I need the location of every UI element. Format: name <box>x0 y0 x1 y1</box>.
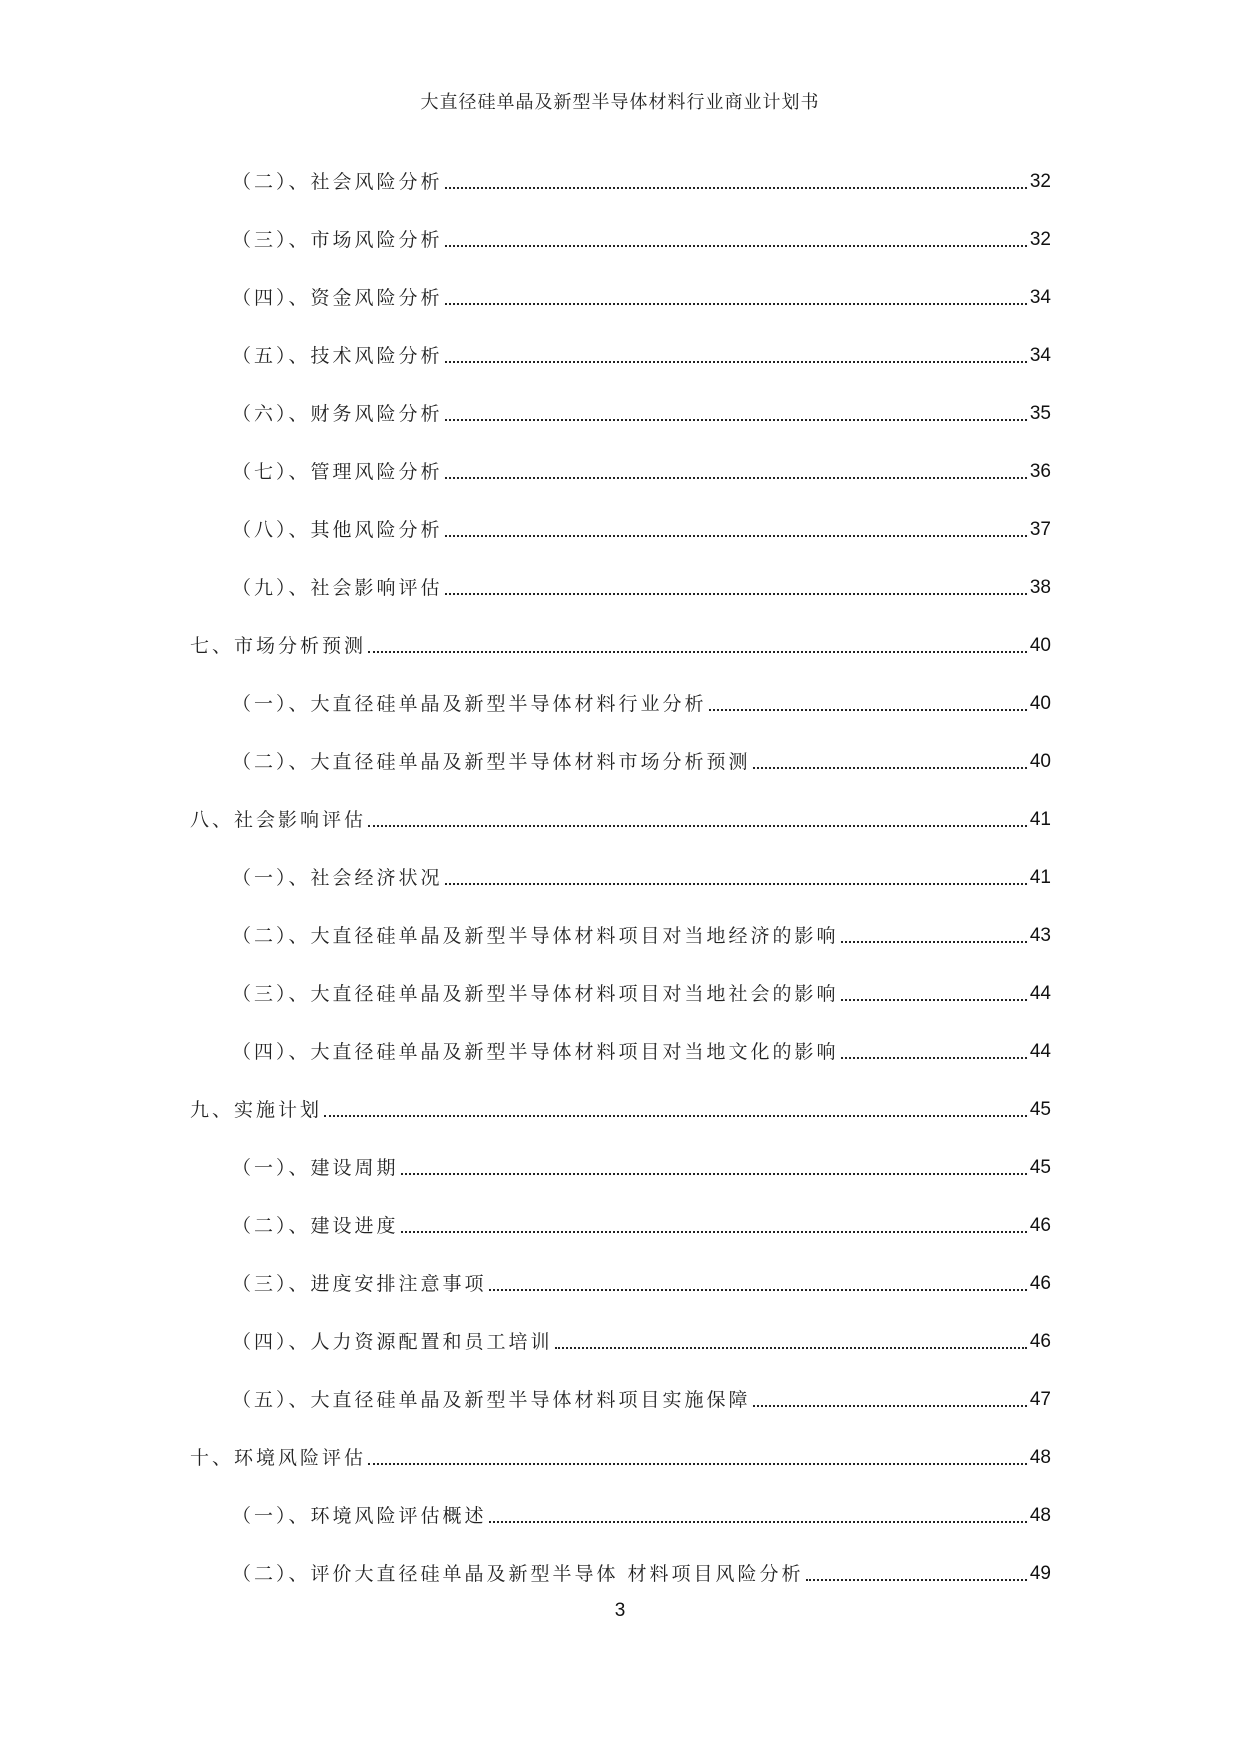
toc-entry[interactable] <box>190 503 1051 561</box>
toc-entry-label: （二）、社会风险分析 <box>232 171 443 193</box>
dot-leader <box>841 1057 1027 1059</box>
dot-leader <box>368 825 1027 827</box>
toc-chapter-page: 48 <box>1029 1447 1051 1468</box>
page-header-title: 大直径硅单晶及新型半导体材料行业商业计划书 <box>420 92 820 113</box>
toc-entry[interactable] <box>190 1141 1051 1199</box>
toc-entry[interactable] <box>190 155 1051 213</box>
toc-chapter[interactable] <box>190 793 1051 851</box>
toc-entry-label: （九）、社会影响评估 <box>232 577 443 599</box>
toc-entry[interactable] <box>190 1257 1051 1315</box>
dot-leader <box>445 187 1027 189</box>
dot-leader <box>445 477 1027 479</box>
toc-entry[interactable] <box>190 329 1051 387</box>
toc-entry-page: 45 <box>1029 1157 1051 1178</box>
toc-entry[interactable] <box>190 1315 1051 1373</box>
toc-entry-label: （五）、技术风险分析 <box>232 345 443 367</box>
toc-entry[interactable] <box>190 1199 1051 1257</box>
toc-entry[interactable] <box>190 213 1051 271</box>
toc-chapter-page: 41 <box>1029 809 1051 830</box>
dot-leader <box>489 1521 1027 1523</box>
toc-entry-page: 34 <box>1029 345 1051 366</box>
toc-entry[interactable] <box>190 851 1051 909</box>
toc-entry-label: （一）、大直径硅单晶及新型半导体材料行业分析 <box>232 693 707 715</box>
toc-entry-page: 38 <box>1029 577 1051 598</box>
toc-entry-label: （三）、进度安排注意事项 <box>232 1273 487 1295</box>
toc-entry-label: （一）、建设周期 <box>232 1157 399 1179</box>
dot-leader <box>753 1405 1027 1407</box>
toc-entry-label: （二）、大直径硅单晶及新型半导体材料市场分析预测 <box>232 751 751 773</box>
dot-leader <box>445 361 1027 363</box>
toc-entry-label: （八）、其他风险分析 <box>232 519 443 541</box>
toc-chapter[interactable] <box>190 1431 1051 1489</box>
dot-leader <box>555 1347 1027 1349</box>
toc-entry[interactable] <box>190 561 1051 619</box>
toc-entry[interactable] <box>190 1489 1051 1547</box>
toc-entry-label: （三）、大直径硅单晶及新型半导体材料项目对当地社会的影响 <box>232 983 839 1005</box>
toc-entry-label: （七）、管理风险分析 <box>232 461 443 483</box>
dot-leader <box>445 245 1027 247</box>
toc-chapter[interactable] <box>190 1083 1051 1141</box>
toc-entry[interactable] <box>190 967 1051 1025</box>
toc-chapter[interactable] <box>190 619 1051 677</box>
dot-leader <box>753 767 1027 769</box>
dot-leader <box>841 941 1027 943</box>
toc-entry-page: 47 <box>1029 1389 1051 1410</box>
dot-leader <box>445 593 1027 595</box>
dot-leader <box>709 709 1027 711</box>
toc-entry-page: 32 <box>1029 171 1051 192</box>
toc-entry[interactable] <box>190 677 1051 735</box>
dot-leader <box>368 651 1027 653</box>
toc-chapter-label: 八、社会影响评估 <box>190 809 367 831</box>
dot-leader <box>445 883 1027 885</box>
dot-leader <box>401 1173 1027 1175</box>
dot-leader <box>445 303 1027 305</box>
toc-entry-label: （四）、大直径硅单晶及新型半导体材料项目对当地文化的影响 <box>232 1041 839 1063</box>
toc-entry-label: （三）、市场风险分析 <box>232 229 443 251</box>
toc-entry[interactable] <box>190 909 1051 967</box>
dot-leader <box>841 999 1027 1001</box>
toc-chapter-label: 十、环境风险评估 <box>190 1447 367 1469</box>
toc-entry[interactable] <box>190 271 1051 329</box>
toc-entry[interactable] <box>190 735 1051 793</box>
toc-chapter-label: 七、市场分析预测 <box>190 635 367 657</box>
toc-entry-page: 40 <box>1029 751 1051 772</box>
toc-entry-label: （二）、大直径硅单晶及新型半导体材料项目对当地经济的影响 <box>232 925 839 947</box>
dot-leader <box>489 1289 1027 1291</box>
toc-entry-label: （五）、大直径硅单晶及新型半导体材料项目实施保障 <box>232 1389 751 1411</box>
dot-leader <box>445 419 1027 421</box>
toc-entry[interactable] <box>190 1547 1051 1605</box>
toc-entry[interactable] <box>190 1373 1051 1431</box>
table-of-contents <box>190 155 1051 1605</box>
toc-entry-page: 46 <box>1029 1215 1051 1236</box>
toc-entry-page: 40 <box>1029 693 1051 714</box>
toc-chapter-page: 40 <box>1029 635 1051 656</box>
toc-entry-page: 44 <box>1029 983 1051 1004</box>
toc-entry-page: 48 <box>1029 1505 1051 1526</box>
toc-entry-page: 37 <box>1029 519 1051 540</box>
dot-leader <box>445 535 1027 537</box>
toc-entry-page: 44 <box>1029 1041 1051 1062</box>
toc-entry[interactable] <box>190 387 1051 445</box>
toc-chapter-label: 九、实施计划 <box>190 1099 323 1121</box>
dot-leader <box>368 1463 1027 1465</box>
toc-entry-page: 49 <box>1029 1563 1051 1584</box>
toc-entry-page: 32 <box>1029 229 1051 250</box>
toc-chapter-page: 45 <box>1029 1099 1051 1120</box>
toc-entry-page: 43 <box>1029 925 1051 946</box>
toc-entry-page: 36 <box>1029 461 1051 482</box>
toc-entry-label: （一）、社会经济状况 <box>232 867 443 889</box>
toc-entry-label: （六）、财务风险分析 <box>232 403 443 425</box>
dot-leader <box>401 1231 1027 1233</box>
toc-entry-label: （一）、环境风险评估概述 <box>232 1505 487 1527</box>
toc-entry-page: 46 <box>1029 1331 1051 1352</box>
toc-entry-label: （四）、人力资源配置和员工培训 <box>232 1331 553 1353</box>
toc-entry-page: 46 <box>1029 1273 1051 1294</box>
toc-entry-label: （四）、资金风险分析 <box>232 287 443 309</box>
dot-leader <box>806 1579 1027 1581</box>
toc-entry[interactable] <box>190 1025 1051 1083</box>
toc-entry[interactable] <box>190 445 1051 503</box>
dot-leader <box>324 1115 1027 1117</box>
page-number: 3 <box>614 1600 626 1621</box>
toc-entry-page: 41 <box>1029 867 1051 888</box>
toc-entry-label: （二）、评价大直径硅单晶及新型半导体 材料项目风险分析 <box>232 1563 804 1585</box>
toc-entry-label: （二）、建设进度 <box>232 1215 399 1237</box>
toc-entry-page: 35 <box>1029 403 1051 424</box>
toc-entry-page: 34 <box>1029 287 1051 308</box>
